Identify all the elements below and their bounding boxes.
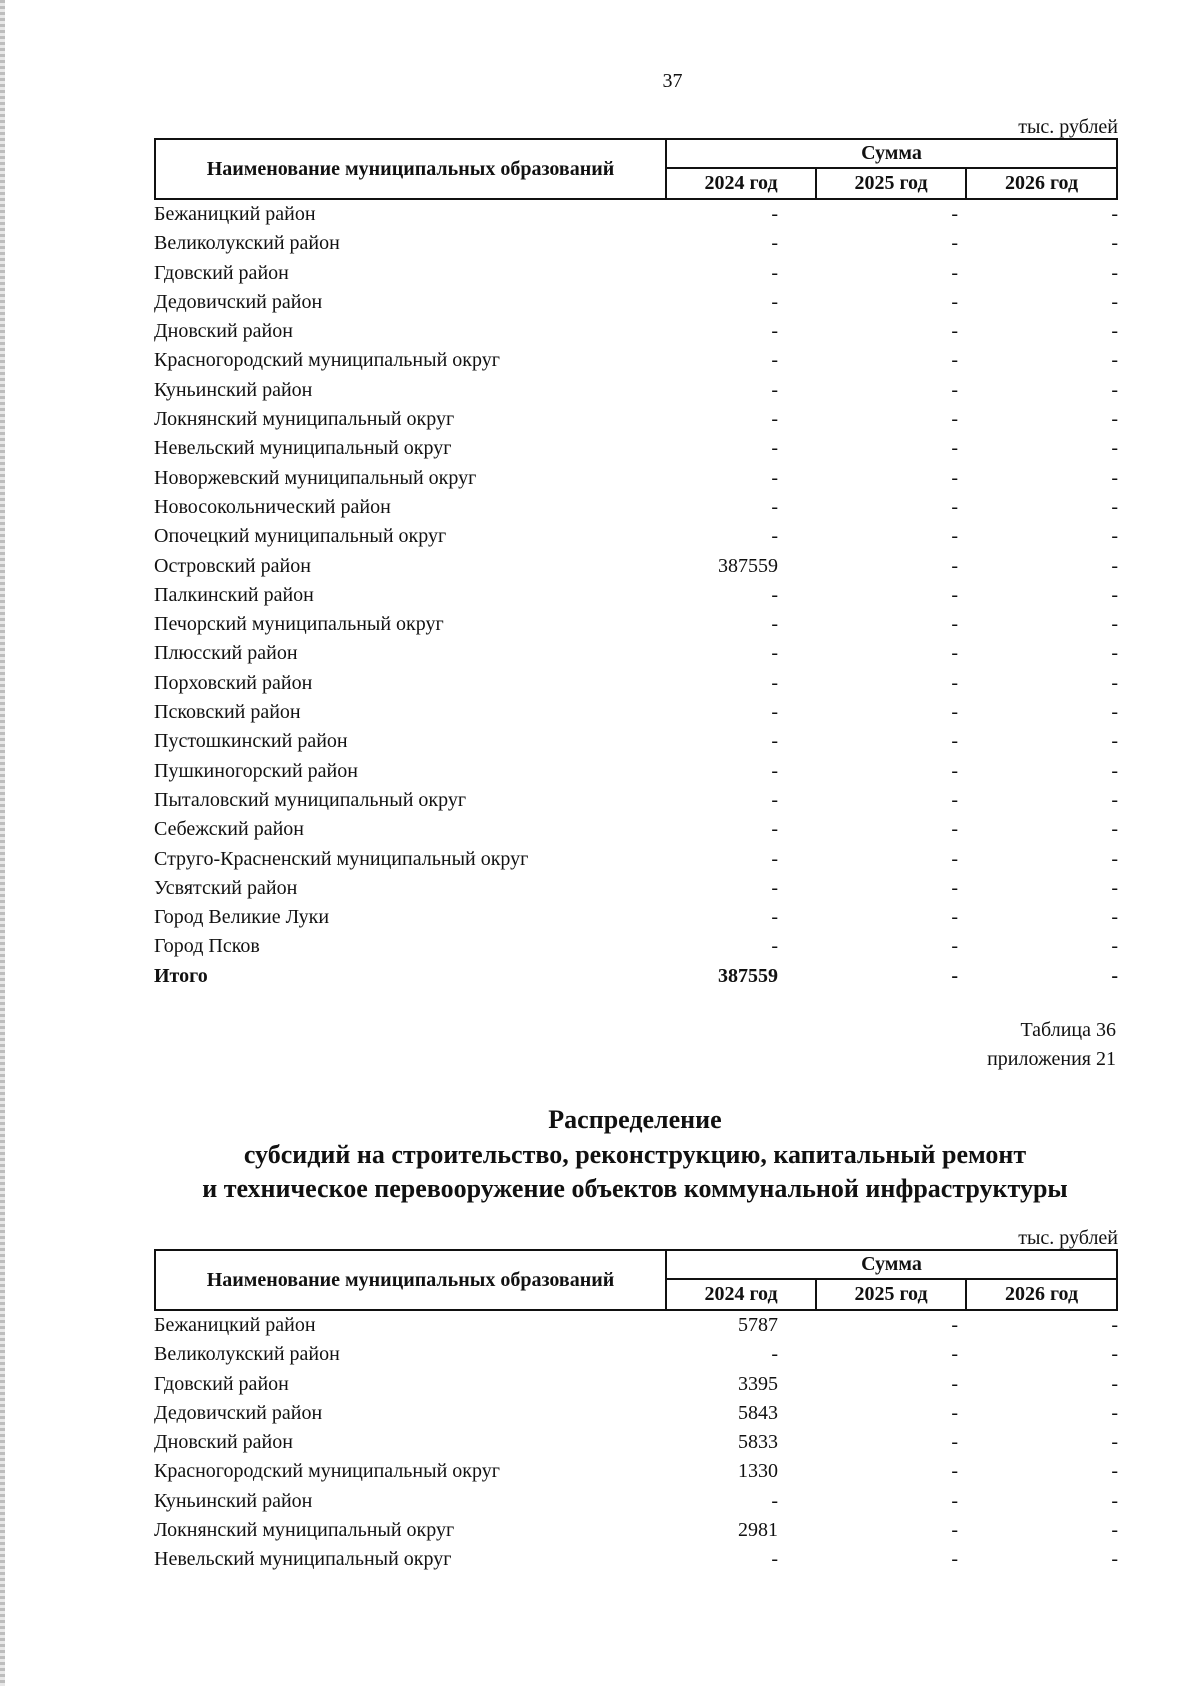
row-value-2026: - (1111, 906, 1118, 929)
row-value-2024: - (771, 1548, 778, 1571)
row-value-2025: - (951, 1519, 958, 1542)
row-name: Новосокольнический район (154, 495, 391, 518)
row-value-2026: - (1111, 788, 1118, 811)
table2-title-line1: Распределение (548, 1105, 722, 1134)
row-value-2026: - (1111, 232, 1118, 255)
row-value-2024: - (771, 701, 778, 724)
row-value-2025: - (951, 408, 958, 431)
row-name: Пустошкинский район (154, 730, 348, 753)
row-name: Великолукский район (154, 232, 340, 255)
row-value-2025: - (951, 671, 958, 694)
table-row (154, 815, 1118, 844)
table-row (154, 464, 1118, 493)
row-name: Локнянский муниципальный округ (154, 1519, 455, 1542)
row-value-2025: - (951, 466, 958, 489)
row-value-2025: - (951, 1548, 958, 1571)
table-row (154, 698, 1118, 727)
row-value-2024: - (771, 466, 778, 489)
row-value-2026: - (1111, 203, 1118, 225)
table1-total-2024: 387559 (718, 964, 778, 987)
row-value-2026: - (1111, 671, 1118, 694)
table-ref-number: Таблица 36 (1020, 1019, 1116, 1041)
row-value-2025: - (951, 1343, 958, 1366)
row-value-2025: - (951, 554, 958, 577)
table-row (154, 200, 1118, 229)
row-value-2024: - (771, 906, 778, 929)
row-value-2024: 3395 (738, 1372, 778, 1395)
row-value-2025: - (951, 1314, 958, 1336)
row-value-2025: - (951, 935, 958, 958)
table1-header-year-2024: 2024 год (667, 169, 817, 198)
row-value-2026: - (1111, 349, 1118, 372)
row-value-2026: - (1111, 583, 1118, 606)
row-name: Дедовичский район (154, 1401, 323, 1424)
row-value-2026: - (1111, 730, 1118, 753)
row-value-2025: - (951, 290, 958, 313)
table-row (154, 493, 1118, 522)
row-name: Город Великие Луки (154, 906, 330, 929)
row-name: Великолукский район (154, 1343, 340, 1366)
row-value-2024: - (771, 437, 778, 460)
table2 (154, 1249, 1118, 1575)
table-row (154, 1340, 1118, 1369)
table-row (154, 903, 1118, 932)
table1-header (154, 138, 1118, 200)
table-row (154, 376, 1118, 405)
row-name: Усвятский район (154, 876, 298, 899)
row-value-2025: - (951, 876, 958, 899)
row-value-2024: - (771, 525, 778, 548)
row-value-2025: - (951, 730, 958, 753)
row-name: Гдовский район (154, 1372, 289, 1395)
table-row (154, 1311, 1118, 1340)
row-name: Пыталовский муниципальный округ (154, 788, 467, 811)
row-value-2026: - (1111, 759, 1118, 782)
table-row (154, 405, 1118, 434)
row-value-2026: - (1111, 1314, 1118, 1336)
row-value-2025: - (951, 1431, 958, 1454)
row-value-2025: - (951, 701, 958, 724)
row-name: Город Псков (154, 935, 260, 958)
table-row (154, 874, 1118, 903)
table1-body (154, 200, 1118, 962)
table-row (154, 259, 1118, 288)
row-value-2024: - (771, 730, 778, 753)
row-value-2024: - (771, 261, 778, 284)
row-value-2026: - (1111, 554, 1118, 577)
row-name: Псковский район (154, 701, 301, 724)
row-value-2026: - (1111, 935, 1118, 958)
row-name: Себежский район (154, 818, 304, 841)
row-value-2025: - (951, 495, 958, 518)
row-value-2025: - (951, 583, 958, 606)
table-row (154, 229, 1118, 258)
table1-unit: тыс. рублей (1018, 116, 1118, 138)
table-row (154, 1370, 1118, 1399)
row-value-2026: - (1111, 642, 1118, 665)
table-row (154, 1457, 1118, 1486)
row-name: Печорский муниципальный округ (154, 613, 444, 636)
row-name: Красногородский муниципальный округ (154, 1460, 500, 1483)
table1-header-year-2025: 2025 год (817, 169, 967, 198)
row-value-2025: - (951, 1460, 958, 1483)
row-value-2026: - (1111, 847, 1118, 870)
row-value-2024: - (771, 495, 778, 518)
row-value-2025: - (951, 788, 958, 811)
table1-total-2026: - (1111, 964, 1118, 987)
row-value-2024: - (771, 320, 778, 343)
row-value-2026: - (1111, 437, 1118, 460)
table-ref-appendix: приложения 21 (987, 1048, 1116, 1070)
row-value-2025: - (951, 1489, 958, 1512)
table-row (154, 757, 1118, 786)
row-value-2024: - (771, 935, 778, 958)
row-value-2025: - (951, 1401, 958, 1424)
row-value-2026: - (1111, 818, 1118, 841)
table-row (154, 786, 1118, 815)
row-value-2024: - (771, 1343, 778, 1366)
row-value-2026: - (1111, 1372, 1118, 1395)
table1-header-year-2026: 2026 год (1004, 172, 1079, 194)
row-name: Невельский муниципальный округ (154, 1548, 452, 1571)
table-row (154, 346, 1118, 375)
row-name: Пушкиногорский район (154, 759, 358, 782)
row-value-2024: - (771, 378, 778, 401)
row-value-2026: - (1111, 1460, 1118, 1483)
scan-edge (0, 0, 5, 1686)
row-value-2024: 5833 (738, 1431, 778, 1454)
row-value-2024: 5787 (738, 1314, 778, 1336)
row-name: Куньинский район (154, 1489, 313, 1512)
row-value-2024: - (771, 583, 778, 606)
table-row (154, 1428, 1118, 1457)
table-row (154, 1487, 1118, 1516)
row-value-2024: 1330 (738, 1460, 778, 1483)
row-value-2024: 387559 (718, 554, 778, 577)
table-row (154, 1545, 1118, 1574)
row-value-2024: 2981 (738, 1519, 778, 1542)
row-value-2026: - (1111, 1343, 1118, 1366)
row-name: Гдовский район (154, 261, 289, 284)
row-value-2026: - (1111, 290, 1118, 313)
table2-header-year-2025: 2025 год (817, 1280, 967, 1309)
row-value-2025: - (951, 203, 958, 225)
row-name: Бежаницкий район (154, 1314, 316, 1336)
table-row (154, 639, 1118, 668)
row-value-2024: - (771, 613, 778, 636)
row-value-2026: - (1111, 378, 1118, 401)
table2-header (154, 1249, 1118, 1311)
table-row (154, 610, 1118, 639)
row-name: Дедовичский район (154, 290, 323, 313)
row-value-2024: - (771, 759, 778, 782)
table-row (154, 522, 1118, 551)
row-value-2024: - (771, 788, 778, 811)
row-name: Дновский район (154, 320, 293, 343)
row-name: Бежаницкий район (154, 203, 316, 225)
table2-header-year-2024: 2024 год (667, 1280, 817, 1309)
row-value-2024: - (771, 203, 778, 225)
row-value-2026: - (1111, 701, 1118, 724)
row-value-2025: - (951, 847, 958, 870)
row-value-2024: - (771, 1489, 778, 1512)
table1-total-label: Итого (154, 964, 208, 987)
row-name: Островский район (154, 554, 311, 577)
table-row (154, 669, 1118, 698)
table2-title-line2: субсидий на строительство, реконструкцию, капитальный ремонт (243, 1140, 1027, 1169)
row-value-2026: - (1111, 1431, 1118, 1454)
row-name: Плюсский район (154, 642, 298, 665)
page-number: 37 (662, 70, 683, 92)
row-value-2025: - (951, 349, 958, 372)
table-row (154, 434, 1118, 463)
table-row (154, 1399, 1118, 1428)
row-value-2026: - (1111, 613, 1118, 636)
row-name: Палкинский район (154, 583, 314, 606)
row-value-2026: - (1111, 1519, 1118, 1542)
row-value-2026: - (1111, 876, 1118, 899)
row-value-2024: - (771, 876, 778, 899)
row-name: Струго-Красненский муниципальный округ (154, 847, 529, 870)
table-row (154, 552, 1118, 581)
table-row (154, 1516, 1118, 1545)
table-row (154, 727, 1118, 756)
table2-header-name: Наименование муниципальных образований (156, 1251, 667, 1309)
row-value-2026: - (1111, 466, 1118, 489)
table2-header-year-2026: 2026 год (1004, 1283, 1079, 1305)
row-value-2024: 5843 (738, 1401, 778, 1424)
row-name: Красногородский муниципальный округ (154, 349, 500, 372)
table-row (154, 932, 1118, 961)
row-value-2026: - (1111, 408, 1118, 431)
row-value-2026: - (1111, 495, 1118, 518)
row-value-2026: - (1111, 1548, 1118, 1571)
row-name: Порховский район (154, 671, 313, 694)
row-value-2025: - (951, 906, 958, 929)
table1-header-sum: Сумма (667, 140, 1116, 169)
row-value-2025: - (951, 525, 958, 548)
row-value-2025: - (951, 1372, 958, 1395)
table1-total-row (154, 962, 1118, 991)
table-row (154, 581, 1118, 610)
row-value-2025: - (951, 437, 958, 460)
table-row (154, 845, 1118, 874)
row-value-2024: - (771, 847, 778, 870)
row-value-2026: - (1111, 1489, 1118, 1512)
row-name: Невельский муниципальный округ (154, 437, 452, 460)
row-value-2024: - (771, 232, 778, 255)
table2-title-line3: и техническое перевооружение объектов коммунальной инфраструктуры (202, 1174, 1068, 1203)
row-name: Куньинский район (154, 378, 313, 401)
row-value-2025: - (951, 613, 958, 636)
table2-unit: тыс. рублей (1018, 1227, 1118, 1249)
table1 (154, 138, 1118, 991)
row-value-2025: - (951, 261, 958, 284)
row-name: Опочецкий муниципальный округ (154, 525, 447, 548)
row-name: Дновский район (154, 1431, 293, 1454)
row-value-2025: - (951, 320, 958, 343)
row-value-2026: - (1111, 525, 1118, 548)
table1-total-2025: - (951, 964, 958, 987)
row-value-2024: - (771, 349, 778, 372)
row-value-2026: - (1111, 1401, 1118, 1424)
table1-header-name: Наименование муниципальных образований (156, 140, 667, 198)
row-value-2025: - (951, 642, 958, 665)
row-value-2025: - (951, 759, 958, 782)
table-row (154, 288, 1118, 317)
row-value-2026: - (1111, 261, 1118, 284)
row-name: Новоржевский муниципальный округ (154, 466, 477, 489)
row-value-2025: - (951, 818, 958, 841)
row-value-2024: - (771, 290, 778, 313)
row-value-2025: - (951, 378, 958, 401)
row-value-2024: - (771, 408, 778, 431)
row-name: Локнянский муниципальный округ (154, 408, 455, 431)
table2-header-sum: Сумма (667, 1251, 1116, 1280)
row-value-2025: - (951, 232, 958, 255)
row-value-2024: - (771, 818, 778, 841)
table-row (154, 317, 1118, 346)
row-value-2024: - (771, 642, 778, 665)
row-value-2024: - (771, 671, 778, 694)
table2-body (154, 1311, 1118, 1575)
row-value-2026: - (1111, 320, 1118, 343)
